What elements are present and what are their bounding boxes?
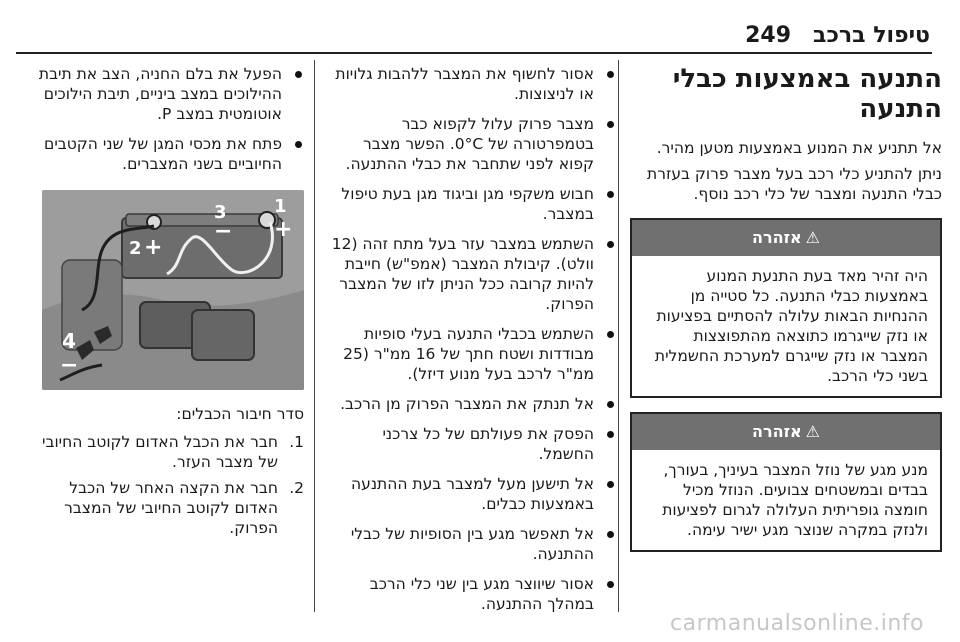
- diagram-minus-sign: −: [60, 353, 79, 378]
- intro-paragraph-1: אל תתניע את המנוע באמצעות מטען מהיר.: [656, 139, 942, 157]
- step-number: 1.: [289, 433, 304, 451]
- column-divider-right: [618, 60, 619, 612]
- header-divider: [16, 52, 932, 54]
- diagram-label-4: 4: [62, 329, 76, 353]
- intro-paragraph-2: ניתן להתניע כלי רכב בעל מצבר פרוק בעזרת כבלי התנעה ומצבר של כלי רכב נוסף.: [647, 165, 942, 203]
- bullet-icon: [607, 581, 614, 588]
- bullet-icon: [607, 481, 614, 488]
- bullet-icon: [607, 531, 614, 538]
- bullet-icon: [607, 331, 614, 338]
- column-divider-left: [314, 60, 315, 612]
- bullet-icon: [607, 191, 614, 198]
- list-item: הפעל את בלם החניה, הצב את תיבת ההילוכים במצב ביניים, תיבת הילוכים אוטומטית במצב P.: [34, 64, 304, 124]
- list-item: אל תישען מעל למצבר בעת ההתנעה באמצעות כבלים.: [326, 474, 616, 514]
- bullet-icon: [607, 71, 614, 78]
- main-title: התנעה באמצעות כבלי התנעה: [672, 64, 942, 124]
- list-item: פתח את מכסי המגן של שני הקטבים החיוביים בשני המצברים.: [34, 134, 304, 174]
- watermark: carmanualsonline.info: [670, 611, 924, 636]
- list-item: 2. חבר את הקצה האחר של הכבל האדום לקוטב החיובי של המצבר הפרוק.: [64, 479, 304, 537]
- list-item: אל תאפשר מגע בין הסופיות של כבלי ההתנעה.: [326, 524, 616, 564]
- jump-start-diagram: [42, 190, 304, 390]
- list-item: השתמש במצבר עזר בעל מתח זהה (12 וולט). קיבולת המצבר (אמפ"ש) חייבת להיות קרובה ככל הניתן לזו של המצבר הפרוק.: [326, 234, 616, 314]
- diagram-plus-sign: +: [274, 217, 293, 242]
- page-header: [32, 22, 930, 48]
- bullet-icon: [607, 401, 614, 408]
- list-item: מצבר פרוק עלול לקפוא כבר בטמפרטורה של 0°C. הפשר מצבר קפוא לפני שתחבר את כבלי ההתנעה.: [326, 114, 616, 174]
- diagram-label-3: 3: [214, 202, 227, 223]
- positive-terminal: [259, 212, 275, 228]
- warning-text: מנע מגע של נוזל המצבר בעיניך, בעורך, בבדים ובמשטחים צבועים. הנוזל מכיל חומצה גופריתית העלולה לגרום לפציעות ולנזק במקרה שנוצר מגע ישיר עימה.: [662, 461, 928, 539]
- section-title: טיפול ברכב: [813, 22, 930, 48]
- prep-list: [34, 64, 304, 174]
- diagram-plus-sign: +: [144, 235, 163, 260]
- bullet-icon: [607, 241, 614, 248]
- page-number: 249: [745, 22, 792, 48]
- main-column: [622, 64, 942, 552]
- steps-list: [34, 432, 304, 538]
- list-item: השתמש בכבלי התנעה בעלי סופיות מבודדות ושטח חתך של 16 ממ"ר (25 ממ"ר לרכב בעל מנוע דיזל).: [326, 324, 616, 384]
- middle-column: [326, 64, 616, 624]
- left-column: [34, 64, 304, 544]
- list-item: הפסק את פעולתם של כל צרכני החשמל.: [326, 424, 616, 464]
- warning-label: אזהרה: [751, 228, 802, 247]
- warning-header: [632, 220, 940, 256]
- warning-label: אזהרה: [751, 422, 802, 441]
- bullet-icon: [295, 141, 302, 148]
- diagram-label-2: 2: [129, 238, 142, 259]
- list-item: אסור לחשוף את המצבר ללהבות גלויות או לניצוצות.: [326, 64, 616, 104]
- bullet-icon: [607, 121, 614, 128]
- list-item: אל תנתק את המצבר הפרוק מן הרכב.: [326, 394, 616, 414]
- precaution-list: [326, 64, 616, 614]
- list-item: 1. חבר את הכבל האדום לקוטב החיובי של מצבר העזר.: [42, 433, 304, 471]
- warning-text: היה זהיר מאד בעת התנעת המנוע באמצעות כבלי התנעה. כל סטייה מן ההנחיות הבאות עלולה להסתיים בפציעות או נזק שייגרמו כתוצאה מהתפוצצות המצבר או נזק שייגרם למערכת החשמלית בשני כלי הרכב.: [654, 267, 928, 385]
- bullet-icon: [295, 71, 302, 78]
- steps-title: סדר חיבור הכבלים:: [176, 405, 304, 423]
- list-item: אסור שיווצר מגע בין שני כלי הרכב במהלך ההתנעה.: [326, 574, 616, 614]
- warning-header: [632, 414, 940, 450]
- bullet-icon: [607, 431, 614, 438]
- warning-triangle-icon: ⚠: [805, 228, 820, 247]
- warning-triangle-icon: ⚠: [805, 422, 820, 441]
- list-item: חבוש משקפי מגן וביגוד מגן בעת טיפול במצבר.: [326, 184, 616, 224]
- warning-box-1: [630, 218, 942, 398]
- engine-bay-illustration: [42, 190, 304, 390]
- diagram-minus-sign: −: [214, 219, 233, 244]
- step-number: 2.: [289, 479, 304, 497]
- diagram-label-1: 1: [274, 196, 287, 217]
- warning-box-2: [630, 412, 942, 552]
